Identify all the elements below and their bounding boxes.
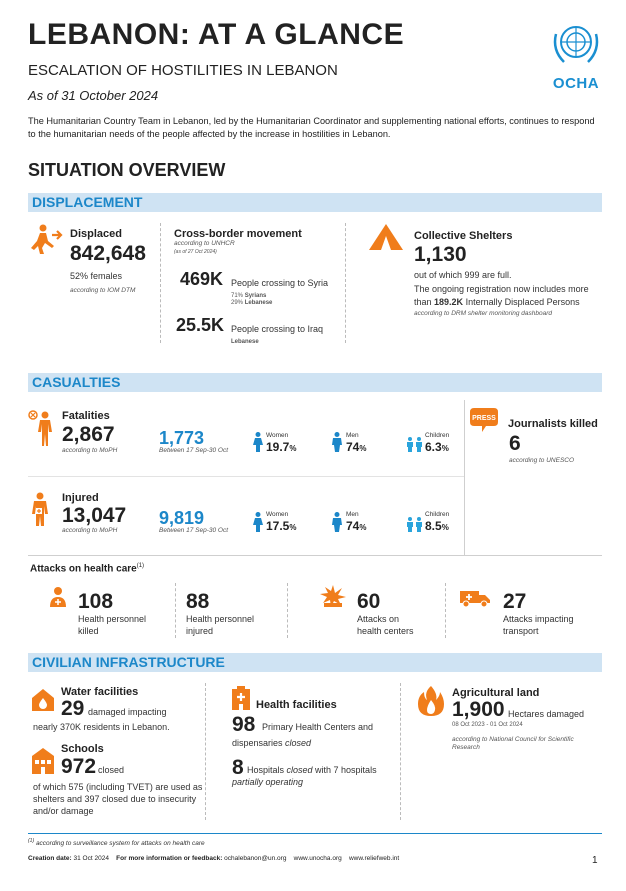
casualties-band (28, 373, 602, 392)
ambulance-icon (460, 588, 490, 608)
attack-label-personnel-injured: Health personnel (186, 614, 255, 624)
water-facility-icon (32, 689, 54, 711)
displaced-source: according to IOM DTM (70, 287, 136, 294)
ocha-logo (548, 20, 604, 92)
fatalities-women-pct: 19.7% (266, 440, 297, 454)
syria-text: People crossing to Syria (231, 278, 329, 288)
man-icon (331, 432, 343, 452)
divider (287, 583, 288, 638)
cross-border-label: Cross-border movement (174, 228, 302, 240)
fatalities-source: according to MoPH (62, 447, 118, 454)
page-subtitle: ESCALATION OF HOSTILITIES IN LEBANON (28, 62, 338, 79)
displaced-label: Displaced (70, 228, 122, 240)
syria-split-lebanese: 29% Lebanese (231, 300, 273, 306)
schools-text-3: shelters and 397 closed due to insecurity (33, 794, 197, 804)
as-of-date: As of 31 October 2024 (28, 88, 159, 103)
page-number: 1 (592, 855, 598, 866)
phc-value: 98 (232, 713, 256, 736)
schools-text-2: of which 575 (including TVET) are used as (33, 782, 203, 792)
agri-source-2: Research (452, 744, 480, 751)
injured-women-label: Women (266, 511, 289, 518)
water-text: damaged impacting (88, 707, 167, 717)
hospital-icon (232, 686, 250, 710)
journalists-value: 6 (509, 432, 521, 455)
fatalities-children-label: Children (425, 432, 450, 439)
cross-border-date: (as of 27 Oct 2024) (174, 249, 217, 255)
schools-label: Schools (61, 743, 104, 755)
hospitals-text-2: partially operating (232, 777, 304, 787)
shelters-line2: The ongoing registration now includes more (414, 284, 589, 294)
attack-value-personnel-injured: 88 (186, 590, 210, 613)
running-person-icon (30, 224, 64, 254)
school-icon (32, 748, 54, 774)
displacement-heading: DISPLACEMENT (32, 194, 143, 210)
intro-paragraph: The Humanitarian Country Team in Lebanon, led by the Humanitarian Coordinator and supplementing national efforts, continues to respond to the humanitarian needs of the people affected by the increase in hostilities in Lebanon. (28, 116, 595, 139)
un-emblem-icon (550, 20, 602, 68)
fatalities-women-label: Women (266, 432, 289, 439)
divider (28, 555, 602, 556)
shelters-line1: out of which 999 are full. (414, 270, 512, 280)
tent-icon (369, 224, 403, 250)
woman-icon (252, 432, 264, 452)
iraq-value: 25.5K (176, 315, 225, 335)
iraq-sub: Lebanese (231, 339, 259, 345)
injured-value: 13,047 (62, 504, 127, 527)
schools-text: closed (98, 765, 125, 775)
fatalities-children-pct: 6.3% (425, 440, 449, 454)
displaced-note: 52% females (70, 271, 123, 281)
fatalities-period-value: 1,773 (159, 428, 205, 448)
woman-icon (252, 512, 264, 532)
attack-label-transport: Attacks impacting (503, 614, 574, 624)
fatality-person-icon (28, 410, 56, 446)
injured-children-label: Children (425, 511, 450, 518)
divider (464, 400, 465, 555)
schools-text-4: and/or damage (33, 806, 94, 816)
water-label: Water facilities (61, 686, 139, 698)
agri-label: Agricultural land (452, 687, 540, 699)
attack-label-transport-2: transport (503, 626, 539, 636)
displaced-value: 842,648 (70, 242, 146, 265)
phc-text: Primary Health Centers and (262, 722, 374, 732)
children-icon (406, 517, 424, 532)
infrastructure-band (28, 653, 602, 672)
agri-source: according to National Council for Scientific (452, 736, 574, 743)
divider (160, 223, 161, 343)
page-title: LEBANON: AT A GLANCE (28, 18, 405, 51)
injured-women-pct: 17.5% (266, 519, 297, 533)
shelters-source: according to DRM shelter monitoring dashboard (414, 310, 553, 317)
email-link[interactable]: ochalebanon@un.org (224, 855, 287, 862)
divider (205, 683, 206, 820)
divider (175, 583, 176, 638)
attack-label-health-centers-2: health centers (357, 626, 414, 636)
reliefweb-link[interactable]: www.reliefweb.int (348, 855, 400, 862)
schools-value: 972 (61, 755, 97, 778)
phc-text-2: dispensaries closed (232, 738, 312, 748)
fatalities-men-label: Men (346, 432, 359, 439)
hospitals-text: Hospitals closed with 7 hospitals (247, 765, 377, 775)
creation-date: 31 Oct 2024 (73, 855, 109, 862)
attack-label-health-centers: Attacks on (357, 614, 400, 624)
injured-men-pct: 74% (346, 519, 367, 533)
attack-label-personnel-killed-2: killed (78, 626, 99, 636)
fatalities-period-label: Between 17 Sep-30 Oct (159, 447, 229, 454)
water-value: 29 (61, 697, 85, 720)
health-worker-icon (49, 587, 67, 607)
journalists-source: according to UNESCO (509, 457, 575, 464)
hospitals-value: 8 (232, 756, 244, 779)
iraq-text: People crossing to Iraq (231, 324, 324, 334)
divider (400, 683, 401, 820)
unocha-link[interactable]: www.unocha.org (293, 855, 342, 862)
press-badge-icon (470, 408, 498, 432)
section-title: SITUATION OVERVIEW (28, 160, 226, 180)
attack-value-transport: 27 (503, 590, 527, 613)
divider (445, 583, 446, 638)
casualties-heading: CASUALTIES (32, 374, 121, 390)
agri-value: 1,900 (452, 698, 505, 721)
attack-value-health-centers: 60 (357, 590, 381, 613)
injured-label: Injured (62, 492, 99, 504)
injured-men-label: Men (346, 511, 359, 518)
ocha-wordmark: OCHA (552, 75, 600, 92)
water-text-2: nearly 370K residents in Lebanon. (33, 722, 170, 732)
agri-period: 08 Oct 2023 - 01 Oct 2024 (452, 722, 523, 728)
infrastructure-heading: CIVILIAN INFRASTRUCTURE (32, 654, 225, 670)
divider (345, 223, 346, 343)
injured-period-label: Between 17 Sep-30 Oct (159, 527, 229, 534)
shelters-line3: than 189.2K Internally Displaced Persons (414, 297, 580, 307)
footer-info: Creation date: 31 Oct 2024 For more information or feedback: ochalebanon@un.org www.unocha.org www.reliefweb.int (28, 855, 400, 862)
syria-value: 469K (180, 269, 224, 289)
displacement-band (28, 193, 602, 212)
explosion-icon (320, 585, 346, 607)
shelters-value: 1,130 (414, 243, 467, 266)
fatalities-label: Fatalities (62, 410, 110, 422)
man-icon (331, 512, 343, 532)
health-facilities-label: Health facilities (256, 699, 337, 711)
footer-rule (28, 833, 602, 834)
fatalities-value: 2,867 (62, 423, 115, 446)
fire-icon (418, 686, 444, 716)
fatalities-men-pct: 74% (346, 440, 367, 454)
footnote: $^{(1)}$ according to surveillance system for attacks on health care (28, 838, 205, 848)
attack-label-personnel-injured-2: injured (186, 626, 214, 636)
press-badge-text: PRESS (472, 415, 496, 422)
health-attacks-label: Attacks on health care$^{(1)}$ (30, 563, 145, 575)
cross-border-source: according to UNHCR (174, 240, 235, 247)
journalists-label: Journalists killed (508, 418, 598, 430)
children-icon (406, 437, 424, 452)
injured-children-pct: 8.5% (425, 519, 449, 533)
injured-period-value: 9,819 (159, 508, 205, 528)
divider (28, 476, 464, 477)
injured-source: according to MoPH (62, 527, 118, 534)
agri-text: Hectares damaged (508, 709, 585, 719)
attack-label-personnel-killed: Health personnel (78, 614, 147, 624)
injured-person-icon (30, 492, 50, 526)
attack-value-personnel-killed: 108 (78, 590, 114, 613)
shelters-label: Collective Shelters (414, 230, 513, 242)
syria-split-syrians: 71% Syrians (231, 293, 267, 299)
